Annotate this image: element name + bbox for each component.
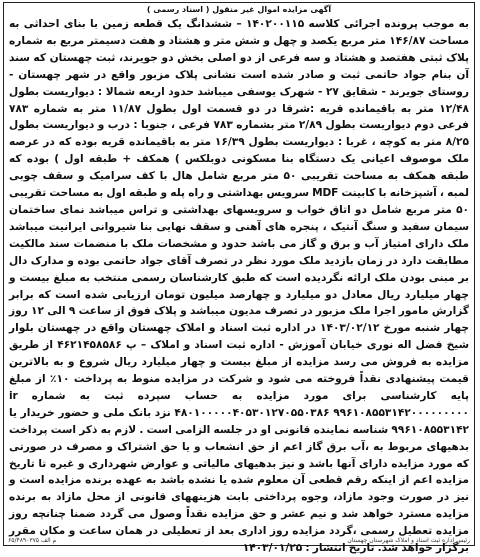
notice-footer xyxy=(8,537,470,544)
auction-notice xyxy=(3,2,475,555)
signature-line: رئیس اداره ثبت اسناد و املاک شهرستان چهستان xyxy=(347,537,470,544)
reference-code: م الف ۶۵/۴۸۹۰۳۷۵ xyxy=(8,537,57,544)
notice-title: آگهی مزایده اموال غیر منقول ( اسناد رسمی ) xyxy=(146,5,332,14)
notice-body: به موجب پرونده اجرائی کلاسه ۱۴۰۲۰۰۱۱۵ – ششدانگ یک قطعه زمین با بنای احداثی به مساحت ۱۴۶/۸۷ متر مربع یکصد و چهل و شش متر و هشتاد و هفت دسیمتر مربع به شماره پلاک ثبتی هفتصد و هشتاد و سه فرعی از دو اصلی بخش دو جویرند، ثبت چهستان که سند آن بنام جواد حاتمی ثبت و صادر شده است نشانی پلاک مزبور واقع در شهر چهستان - روستای جویرند - شقایق ۲۷ - شهرک یوسفی میباشد حدود اربعه شمالا : دیواریست بطول ۱۲/۴۸ متر به باقیمانده قریه :شرقا در دو قسمت اول بطول ۱۱/۸۷ متر به شماره ۷۸۳ فرعی دوم دیواریست بطول ۲/۸۹ متر بشماره ۷۸۳ فرعی ، جنوبا : درب و دیواریست بطول ۸/۲۵ متر به کوچه ، غربا : دیواریست بطول ۱۶/۳۹ متر به باقیمانده قریه بوده که در عرصه ملک موصوف اعیانی یک دستگاه بنا مسکونی دوبلکس ) همکف + طبقه اول ) بوده که طبقه همکف به مساحت تقریبی ۵۰ متر مربع شامل هال با کف سرامیک و سقف چوبی لمبه ، آشپزخانه با کابینت MDF سرویس بهداشتی و راه پله و طبقه اول به مساحت تقریبی ۵۰ متر مربع شامل دو اتاق خواب و سرویسهای بهداشتی و تراس میباشد نمای ساختمان سیمان سفید و سنگ آنتیک ، پنجره های آهنی و سقف نهایی بنا شیروانی ایرانیت میباشد ملک دارای امتیاز آب و برق و گاز می باشد حدود و مشخصات ملک با منضمات سند مالکیت مطابقت دارد در زمان بازدید ملک مورد نظر در تصرف آقای جواد حاتمی بوده و مدارک دال بر مبنی بودن ملک ارائه نگردیده است که طبق کارشناسان رسمی منتخب به مبلغ بیست و چهار میلیارد ریال معادل دو میلیارد و چهارصد میلیون تومان ارزیابی شده است که برابر گزارش مامور اجرا ملک مزبور در تصرف مدیون میباشد و پلاک فوق از ساعت ۹ الی ۱۲ روز چهار شنبه مورخ ۱۴۰۳/۰۲/۱۲ در اداره ثبت اسناد و املاک چهستان واقع در چهستان بلوار شیخ فضل اله نوری خیابان آموزش - اداره ثبت اسناد و املاک – پ ۴۶۲۱۴۵۸۵۸۶ از طریق مزایده به فروش می رسد مزایده از مبلغ بیست و چهار میلیارد ریال شروع و به بالاترین قیمت پیشنهادی نقداً فروخته می شود و شرکت در مزایده منوط به پرداخت ۱۰٪ از مبلغ پایه کارشناسی برای مورد مزایده به حساب سپرده ثبت به شماره ir ۴۸۰۱۰۰۰۰۰۴۰۵۳۰۱۲۷۰۵۵۰۳۸۶ ۹۹۶۱۰۸۵۵۳۱۴۲۰۰۰۰۰۰۰۰۰ نزد بانک ملی و حضور خریدار یا ۹۹۶۱۰۸۵۵۳۱۴۲ شناسه نماینده قانونی او در جلسه الزامی است . لازم به ذکر است پرداخت بدهیهای مربوط به ،آب برق گاز اعم از حق انشعاب و یا حق اشتراک و مصرف در صورتی که مورد مزایده دارای آنها باشد و نیز بدهیهای مالیاتی و عوارض شهرداری و غیره تا تاریخ مزایده اعم از اینکه رقم قطعی آن معلوم شده یا نشده باشد به عهده برنده مزایده است و نیز در صورت وجود مازاد، وجوه پرداختی بابت هزینههای قانونی از محل مازاد به برنده مزایده مسترد خواهد شد و نیم عشر و حق مزایده نقداً وصول می گردد ضمنا چنانچه روز مزایده تعطیل رسمی ،گردد مزایده روز اداری بعد از تعطیلی در همان ساعت و مکان مقرر برگزار خواهد شد. تاریخ انتشار : ۱۴۰۳/۰۱/۲۵ xyxy=(9,18,470,555)
